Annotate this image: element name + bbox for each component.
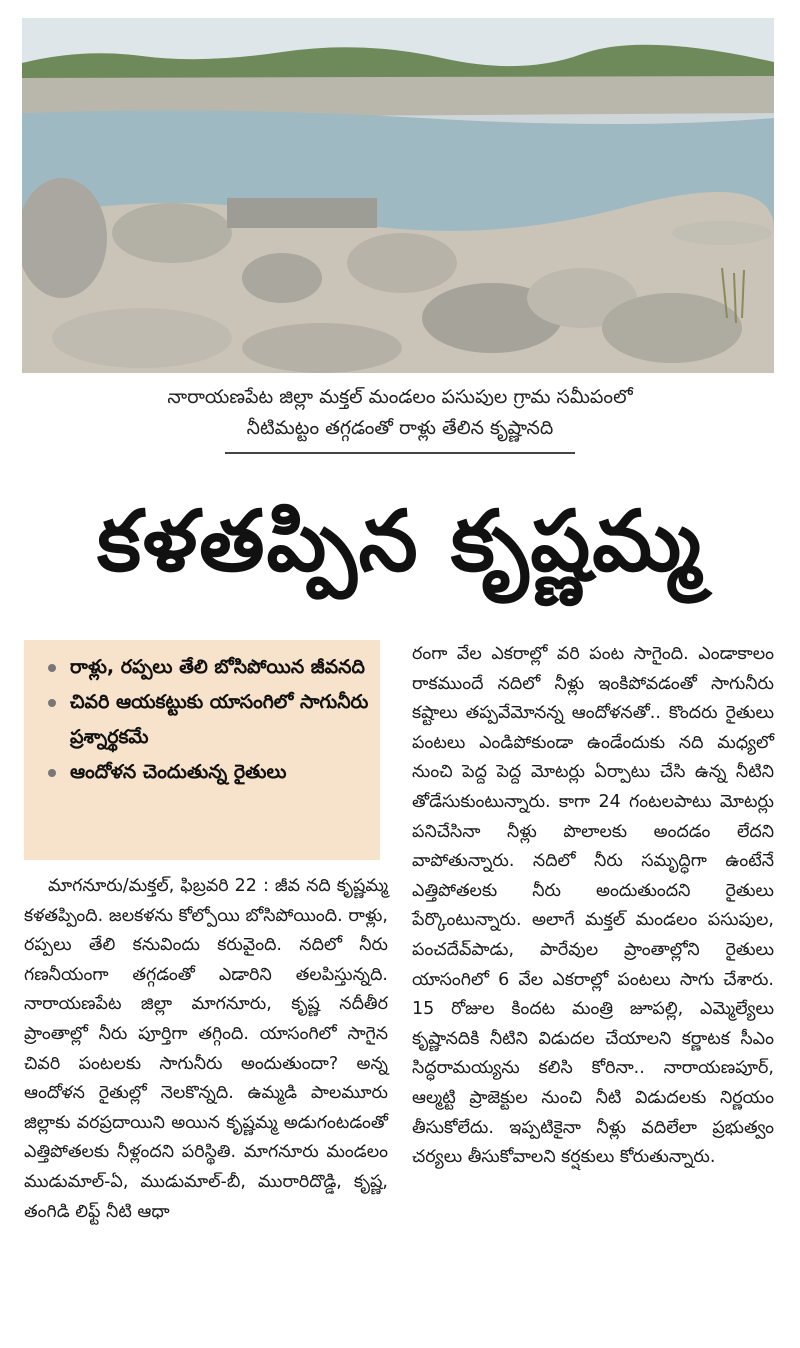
caption-line-2: నీటిమట్టం తగ్గడంతో రాళ్లు తేలిన కృష్ణానది — [246, 417, 554, 439]
headline: కళతప్పిన కృష్ణమ్మ — [97, 492, 703, 590]
article-body-left: మాగనూరు/మక్తల్, ఫిబ్రవరి 22 : జీవ నది కృష్ణమ్మ కళతప్పింది. జలకళను కోల్పోయి బోసిపోయింది. రాళ్లు, రప్పలు తేలి కనువిందు కరువైంది. నదిలో నీరు గణనీయంగా తగ్గడంతో ఎడారిని తలపిస్తున్నది. నారాయణపేట జిల్లా మాగనూరు, కృష్ణ నదీతీర ప్రాంతాల్లో నీరు పూర్తిగా తగ్గింది. యాసంగిలో సాగైన చివరి పంటలకు సాగునీరు అందుతుందా? అన్న ఆందోళన రైతుల్లో నెలకొన్నది. ఉమ్మడి పాలమూరు జిల్లాకు వరప్రదాయిని అయిన కృష్ణమ్మ అడుగంటడంతో ఎత్తిపోతలకు నీళ్లందని పరిస్థితి. మాగనూరు మండలం ముడుమాల్-ఏ, ముడుమాల్-బీ, మురారిదొడ్డి, కృష్ణ, తంగిడి లిఫ్ట్ నీటి ఆధా — [24, 876, 388, 1222]
highlight-item: చివరి ఆయకట్టుకు యాసంగిలో సాగునీరు ప్రశ్నార్థకమే — [46, 685, 370, 755]
highlights-box — [24, 640, 380, 860]
highlight-item: రాళ్లు, రప్పలు తేలి బోసిపోయిన జీవనది — [46, 650, 370, 685]
caption-line-1: నారాయణపేట జిల్లా మక్తల్ మండలం పసుపుల గ్రామ సమీపంలో — [167, 386, 633, 408]
caption-divider — [225, 452, 575, 454]
river-photo — [22, 18, 774, 373]
article-body-right: రంగా వేల ఎకరాల్లో వరి పంట సాగైంది. ఎండాకాలం రాకముందే నదిలో నీళ్లు ఇంకిపోవడంతో సాగునీరు కష్టాలు తప్పవేమోనన్న ఆందోళనతో.. కొందరు రైతులు పంటలు ఎండిపోకుండా ఉండేందుకు నది మధ్యలో నుంచి పెద్ద పెద్ద మోటర్లు ఏర్పాటు చేసి ఉన్న నీటిని తోడేసుకుంటున్నారు. కాగా 24 గంటలపాటు మోటర్లు పనిచేసినా నీళ్లు పొలాలకు అందడం లేదని వాపోతున్నారు. నదిలో నీరు సమృద్ధిగా ఉంటేనే ఎత్తిపోతలకు నీరు అందుతుందని రైతులు పేర్కొంటున్నారు. అలాగే మక్తల్ మండలం పసుపుల, పంచదేవ్‌పాడు, పారేవుల ప్రాంతాల్లోని రైతులు యాసంగిలో 6 వేల ఎకరాల్లో పంటలు సాగు చేశారు. 15 రోజుల కిందట మంత్రి జూపల్లి, ఎమ్మెల్యేలు కృష్ణానదికి నీటిని విడుదల చేయాలని కర్ణాటక సీఎం సిద్ధరామయ్యను కలిసి కోరినా.. నారాయణపూర్, ఆల్మట్టి ప్రాజెక్టుల నుంచి నీటి విడుదలకు నిర్ణయం తీసుకోలేదు. ఇప్పటికైనా నీళ్లు వదిలేలా ప్రభుత్వం చర్యలు తీసుకోవాలని కర్షకులు కోరుతున్నారు. — [412, 644, 774, 1168]
article-column-left — [24, 872, 388, 1227]
photo-caption — [60, 382, 740, 444]
article-column-right — [412, 640, 774, 1173]
highlight-item: ఆందోళన చెందుతున్న రైతులు — [46, 755, 370, 790]
krishna-river-rocks-image — [22, 18, 774, 373]
